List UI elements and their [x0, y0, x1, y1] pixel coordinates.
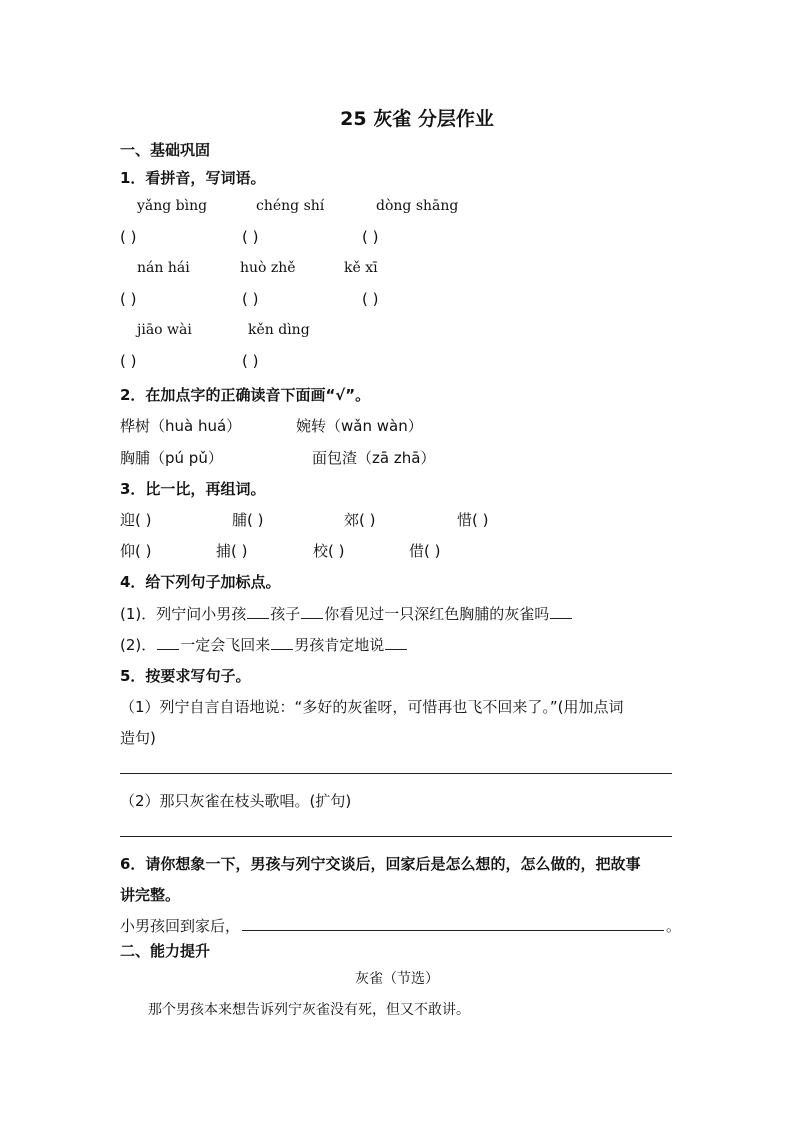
punct-blank-3[interactable]: [550, 604, 572, 619]
pinyin-3-2: kěn dìng: [248, 322, 310, 338]
sentence-2-part-3: 男孩肯定地说: [294, 636, 385, 654]
pinyin-2-2: huò zhě: [240, 260, 296, 276]
compare-1-2[interactable]: 脯( ): [232, 511, 264, 529]
pinyin-2-3: kě xī: [344, 260, 378, 276]
pinyin-1-2: chéng shí: [256, 198, 325, 214]
story-end-mark: 。: [666, 917, 682, 935]
question-2-label: 2．在加点字的正确读音下面画“√”。: [120, 386, 371, 404]
reading-item-3[interactable]: 胸脯（pú pǔ）: [120, 449, 223, 467]
rewrite-prompt-1a: （1）列宁自言自语地说：“多好的灰雀呀，可惜再也飞不回来了。”(用加点词: [120, 698, 624, 716]
answer-blank-2-1[interactable]: ( ): [120, 290, 137, 308]
question-5-label: 5．按要求写句子。: [120, 667, 251, 685]
passage-title: 灰雀（节选）: [355, 971, 439, 987]
answer-blank-3-1[interactable]: ( ): [120, 352, 137, 370]
question-6-label-a: 6．请你想象一下，男孩与列宁交谈后，回家后是怎么想的，怎么做的，把故事: [120, 855, 641, 873]
page-title: 25 灰雀 分层作业: [340, 108, 494, 130]
punct-blank-1[interactable]: [247, 604, 269, 619]
rewrite-prompt-1b: 造句): [120, 729, 156, 747]
answer-line-1[interactable]: [120, 773, 672, 774]
punctuation-sentence-2: [120, 634, 408, 655]
compare-2-1[interactable]: 仰( ): [120, 542, 152, 560]
answer-blank-2-3[interactable]: ( ): [362, 290, 379, 308]
rewrite-prompt-2: （2）那只灰雀在枝头歌唱。(扩句): [120, 792, 352, 810]
pinyin-1-3: dòng shāng: [376, 198, 459, 214]
answer-blank-1-1[interactable]: ( ): [120, 228, 137, 246]
passage-line-1: 那个男孩本来想告诉列宁灰雀没有死，但又不敢讲。: [148, 1002, 470, 1018]
compare-1-4[interactable]: 惜( ): [457, 511, 489, 529]
compare-2-2[interactable]: 捕( ): [216, 542, 248, 560]
sentence-1-part-3: 你看见过一只深红色胸脯的灰雀吗: [324, 605, 550, 623]
answer-blank-1-3[interactable]: ( ): [362, 228, 379, 246]
sentence-2-part-1: (2)．: [120, 636, 157, 654]
punctuation-sentence-1: [120, 603, 573, 624]
reading-item-4[interactable]: 面包渣（zā zhā）: [312, 449, 436, 467]
compare-1-1[interactable]: 迎( ): [120, 511, 152, 529]
sentence-2-part-2: 一定会飞回来: [180, 636, 271, 654]
question-6-label-b: 讲完整。: [120, 886, 181, 904]
section-basic-heading: 一、基础巩固: [120, 141, 211, 159]
pinyin-2-1: nán hái: [137, 260, 190, 276]
answer-blank-2-2[interactable]: ( ): [242, 290, 259, 308]
reading-item-1[interactable]: 桦树（huà huá）: [120, 417, 242, 435]
answer-line-2[interactable]: [120, 836, 672, 837]
pinyin-1-1: yǎng bìng: [137, 198, 208, 214]
punct-blank-6[interactable]: [385, 635, 407, 650]
question-4-label: 4．给下列句子加标点。: [120, 573, 281, 591]
compare-2-4[interactable]: 借( ): [409, 542, 441, 560]
punct-blank-4[interactable]: [157, 635, 179, 650]
punct-blank-5[interactable]: [271, 635, 293, 650]
compare-2-3[interactable]: 校( ): [313, 542, 345, 560]
answer-blank-3-2[interactable]: ( ): [242, 352, 259, 370]
story-answer-line[interactable]: [242, 916, 664, 931]
question-1-label: 1．看拼音，写词语。: [120, 169, 266, 187]
story-continuation: [120, 915, 681, 936]
section-ability-heading: 二、能力提升: [120, 942, 211, 960]
punct-blank-2[interactable]: [301, 604, 323, 619]
sentence-1-part-1: (1)．列宁问小男孩: [120, 605, 247, 623]
pinyin-3-1: jiāo wài: [137, 322, 192, 338]
sentence-1-part-2: 孩子: [270, 605, 301, 623]
compare-1-3[interactable]: 郊( ): [344, 511, 376, 529]
story-prompt: 小男孩回到家后，: [120, 917, 241, 935]
question-3-label: 3．比一比，再组词。: [120, 480, 266, 498]
reading-item-2[interactable]: 婉转（wǎn wàn）: [296, 417, 423, 435]
answer-blank-1-2[interactable]: ( ): [242, 228, 259, 246]
